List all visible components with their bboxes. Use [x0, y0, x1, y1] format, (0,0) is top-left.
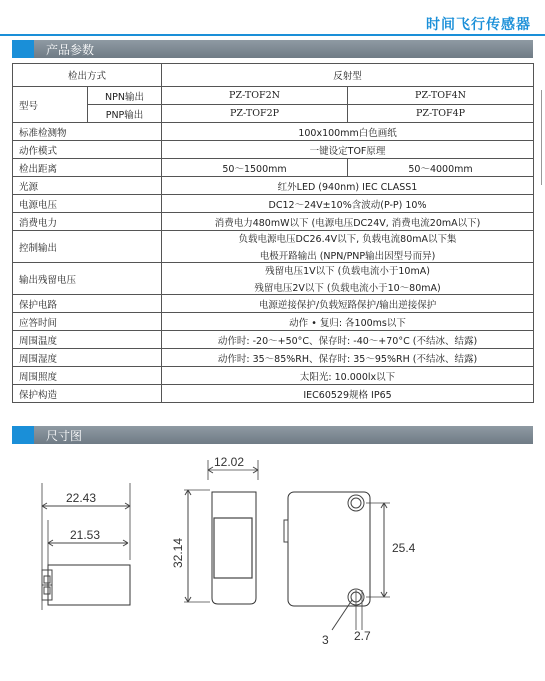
row-label: 光源 [13, 177, 162, 195]
npn-label: NPN输出 [88, 87, 162, 105]
row-label: 保护构造 [13, 385, 162, 403]
page-edge-line [541, 90, 542, 185]
npn-model-1: PZ-TOF2N [162, 87, 348, 105]
dim-width-inner: 21.53 [70, 528, 101, 542]
dim-depth: 12.02 [214, 455, 245, 469]
residual-line-2: 残留电压2V以下 (负载电流小于10～80mA) [254, 283, 441, 294]
section-accent [12, 40, 34, 58]
row-label: 周围湿度 [13, 349, 162, 367]
distance-value-1: 50～1500mm [162, 159, 348, 177]
row-value: IEC60529规格 IP65 [162, 385, 534, 403]
dim-width-outer: 22.43 [66, 491, 97, 505]
row-label: 消费电力 [13, 213, 162, 231]
row-value: DC12～24V±10%含波动(P-P) 10% [162, 195, 534, 213]
section-title-dimensions: 尺寸图 [46, 429, 83, 443]
residual-value [162, 263, 534, 295]
pnp-model-1: PZ-TOF2P [162, 105, 348, 123]
dim-height: 32.14 [171, 537, 185, 568]
control-line-1: 负载电源电压DC26.4V以下, 负载电流80mA以下集 [238, 234, 457, 245]
pnp-model-2: PZ-TOF4P [348, 105, 534, 123]
npn-model-2: PZ-TOF4N [348, 87, 534, 105]
section-title-params: 产品参数 [46, 43, 95, 57]
residual-line-1: 残留电压1V以下 (负载电流小于10mA) [265, 266, 430, 277]
detect-method-label: 检出方式 [13, 64, 162, 87]
row-label: 周围照度 [13, 367, 162, 385]
row-value: 动作 • 复归: 各100ms以下 [162, 313, 534, 331]
detect-method-value: 反射型 [162, 64, 534, 87]
row-label: 周围温度 [13, 331, 162, 349]
dimension-drawings [0, 440, 545, 670]
brand-divider [0, 34, 545, 36]
rear-view-drawing [284, 492, 390, 630]
row-value: 电源逆接保护/负载短路保护/输出逆接保护 [162, 295, 534, 313]
row-label: 标准检测物 [13, 123, 162, 141]
model-label: 型号 [13, 87, 88, 123]
row-value: 100x100mm白色画纸 [162, 123, 534, 141]
control-value [162, 231, 534, 263]
row-value: 一键设定TOF原理 [162, 141, 534, 159]
control-label: 控制输出 [13, 231, 162, 263]
row-value: 动作时: -20～+50°C、保存时: -40～+70°C (不结冰、结露) [162, 331, 534, 349]
pnp-label: PNP输出 [88, 105, 162, 123]
row-value: 动作时: 35～85%RH、保存时: 35～95%RH (不结冰、结露) [162, 349, 534, 367]
row-label: 保护电路 [13, 295, 162, 313]
row-value: 太阳光: 10.000lx以下 [162, 367, 534, 385]
dim-hole-offset: 2.7 [354, 629, 371, 643]
dim-hole-dia: 3 [322, 633, 329, 647]
residual-label: 输出残留电压 [13, 263, 162, 295]
brand-title: 时间飞行传感器 [426, 17, 531, 33]
section-header-params [12, 40, 533, 58]
control-line-2: 电极开路输出 (NPN/PNP输出因型号而异) [259, 251, 436, 262]
distance-label: 检出距离 [13, 159, 162, 177]
row-value: 消费电力480mW以下 (电源电压DC24V, 消费电流20mA以下) [162, 213, 534, 231]
row-value: 红外LED (940nm) IEC CLASS1 [162, 177, 534, 195]
front-view-drawing [184, 460, 258, 604]
row-label: 动作模式 [13, 141, 162, 159]
distance-value-2: 50～4000mm [348, 159, 534, 177]
row-label: 应答时间 [13, 313, 162, 331]
row-label: 电源电压 [13, 195, 162, 213]
dim-hole-spacing: 25.4 [392, 541, 416, 555]
spec-table [12, 63, 534, 403]
